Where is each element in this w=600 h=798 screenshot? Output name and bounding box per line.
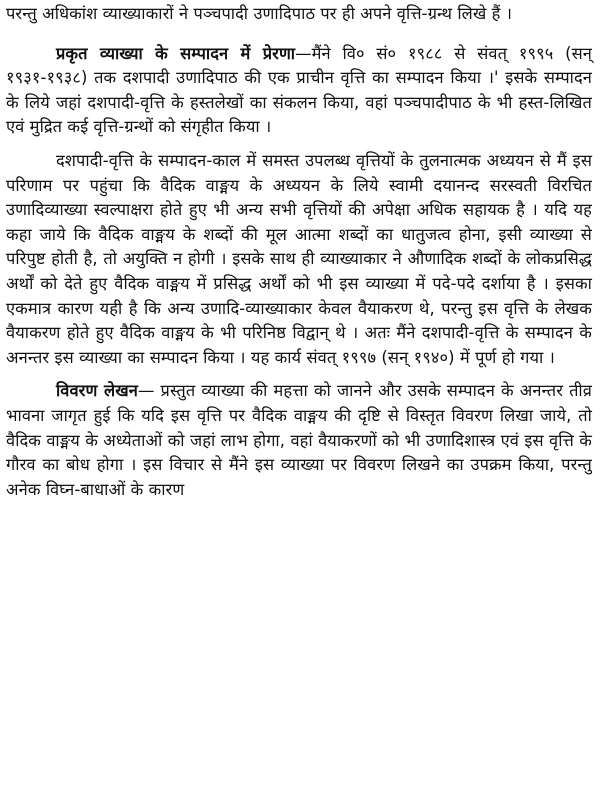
heading-commentary: विवरण लेखन bbox=[56, 381, 138, 401]
paragraph-commentary-text: — प्रस्तुत व्याख्या की महत्ता को जानने और उसके सम्पादन के अनन्तर तीव्र भावना जागृत हुई कि यदि इस वृत्ति पर वैदिक वाङ्मय की दृष्टि से विस्तृत विवरण लिखा जाये, तो वैदिक वाङ्मय के अध्येताओं को जहां लाभ होगा, वहां वैयाकरणों को भी उणादिशास्त्र एवं इस वृत्ति के गौरव का बोध होगा । इस विचार से मैंने इस व्याख्या पर विवरण लिखने का उपक्रम किया, परन्तु अनेक विघ्न-बाधाओं के कारण bbox=[6, 381, 592, 499]
paragraph-intro-text: परन्तु अधिकांश व्याख्याकारों ने पञ्चपादी उणादिपाठ पर ही अपने वृत्ति-ग्रन्थ लिखे हैं । bbox=[6, 4, 513, 23]
paragraph-inspiration-text: —मैंने वि० सं० १९८८ से संवत् १९९५ (सन् १९३१-१९३८) तक दशपादी उणादिपाठ की एक प्राचीन वृत्ति का सम्पादन किया ।' इसके सम्पादन के लिये जहां दशपादी-वृत्ति के हस्तलेखों का संकलन किया, वहां पञ्चपादीपाठ के भी हस्त-लिखित एवं मुद्रित कई वृत्ति-ग्रन्थों को संगृहीत किया । bbox=[6, 43, 592, 137]
heading-inspiration: प्रकृत व्याख्या के सम्पादन में प्रेरणा bbox=[56, 43, 296, 63]
paragraph-study bbox=[6, 149, 592, 370]
paragraph-commentary bbox=[6, 379, 592, 502]
paragraph-intro bbox=[6, 2, 592, 27]
paragraph-study-text: दशपादी-वृत्ति के सम्पादन-काल में समस्त उपलब्ध वृत्तियों के तुलनात्मक अध्ययन से मैं इस परिणाम पर पहुंचा कि वैदिक वाङ्मय के अध्ययन के लिये स्वामी दयानन्द सरस्वती विरचित उणादिव्याख्या स्वल्पाक्षरा होते हुए भी अन्य सभी वृत्तियों की अपेक्षा अधिक सहायक है । यदि यह कहा जाये कि वैदिक वाङ्मय के शब्दों की मूल आत्मा शब्दों का धातुजत्व होना, इसी व्याख्या से परिपुष्ट होती है, तो अयुक्ति न होगी । इसके साथ ही व्याख्याकार ने औणादिक शब्दों के लोकप्रसिद्ध अर्थों को देते हुए वैदिक वाङ्मय में प्रसिद्ध अर्थों को भी इस व्याख्या में पदे-पदे दर्शाया है । इसका एकमात्र कारण यही है कि अन्य उणादि-व्याख्याकार केवल वैयाकरण थे, परन्तु इस वृत्ति के लेखक वैयाकरण होते हुए वैदिक वाङ्मय के भी परिनिष्ठ विद्वान् थे । अतः मैंने दशपादी-वृत्ति के सम्पादन के अनन्तर इस व्याख्या का सम्पादन किया । यह कार्य संवत् १९९७ (सन् १९४०) में पूर्ण हो गया । bbox=[6, 150, 592, 367]
paragraph-inspiration bbox=[6, 42, 592, 140]
